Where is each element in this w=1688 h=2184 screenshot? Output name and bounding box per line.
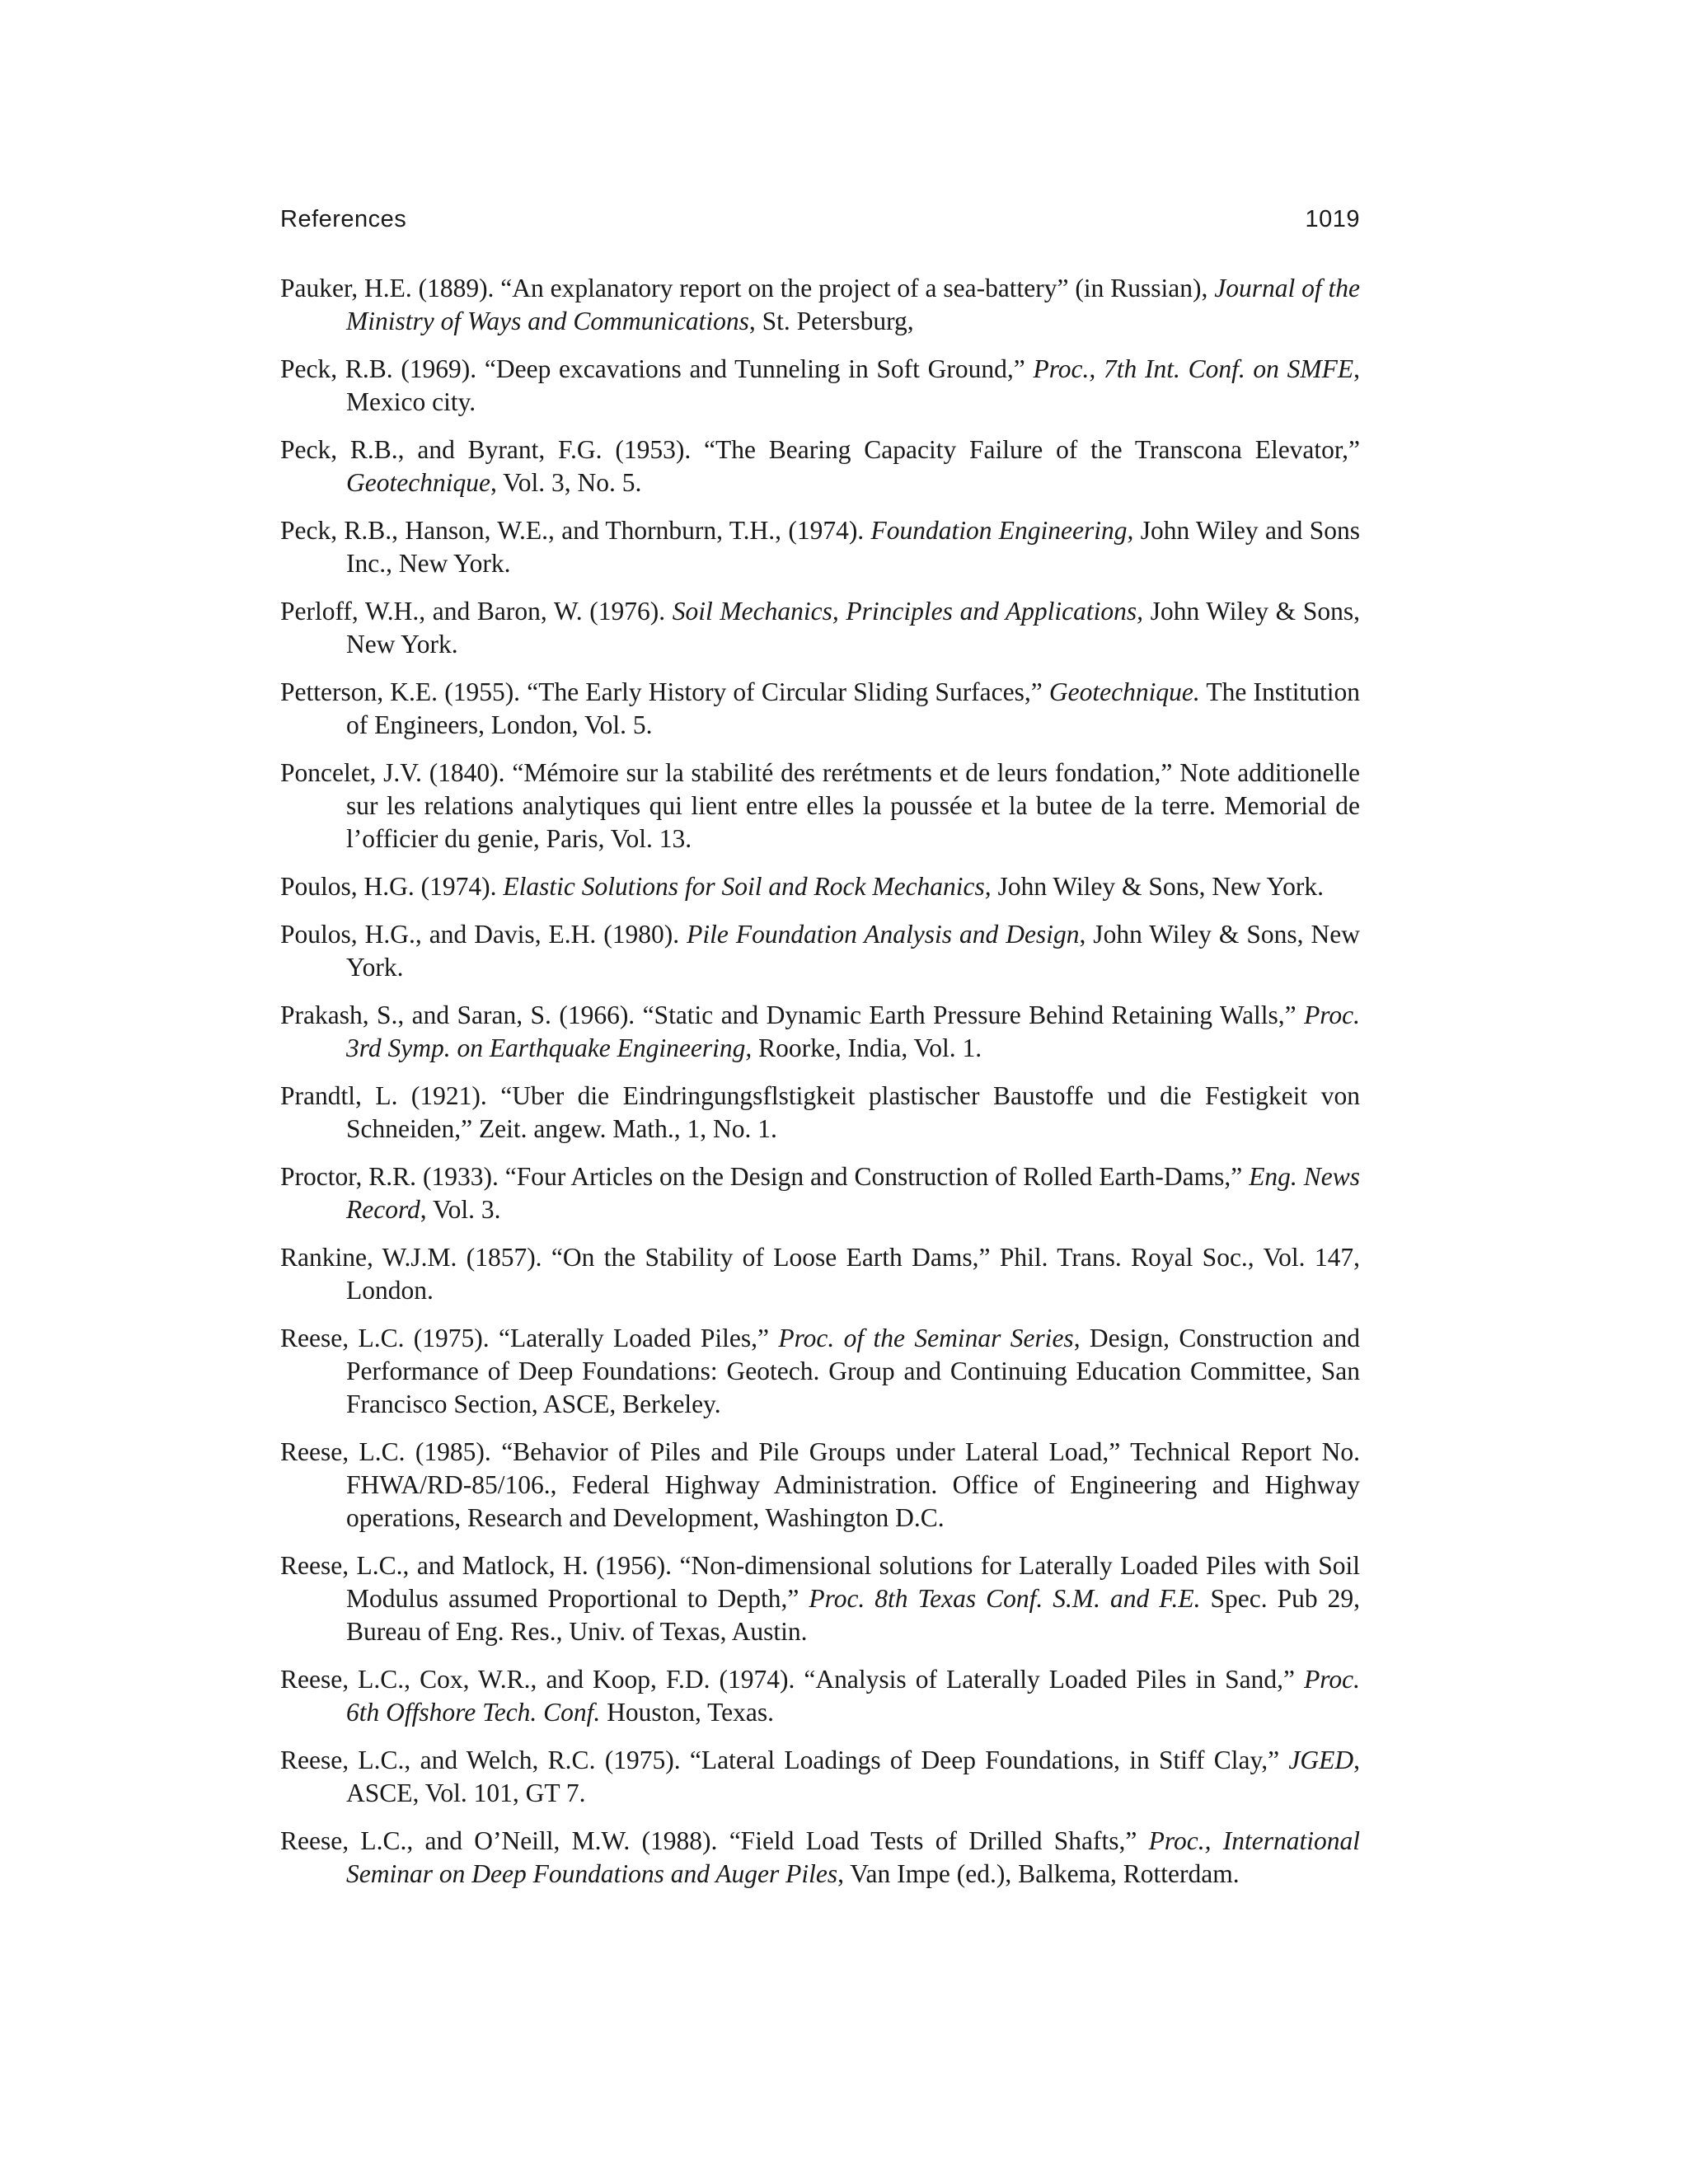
reference-title-italic: Geotechnique [346,468,490,497]
reference-entry [280,595,1360,661]
reference-entry [280,353,1360,419]
reference-entry [280,1663,1360,1729]
reference-title-italic: Proc. 3rd Symp. on Earthquake Engineering, [346,1001,1360,1062]
reference-text: , Vol. 3. [420,1195,501,1224]
reference-entry [280,757,1360,855]
page-number: 1019 [1305,206,1360,232]
section-title: References [280,206,407,232]
reference-text: Reese, L.C. (1975). “Laterally Loaded Piles,” [280,1324,779,1352]
reference-title-italic: Proc. 6th Offshore Tech. Conf. [346,1665,1360,1727]
reference-text: Peck, R.B., Hanson, W.E., and Thornburn, T.H., (1974). [280,516,871,545]
reference-title-italic: Journal of the Ministry of Ways and Communications [346,274,1360,335]
reference-title-italic: JGED [1288,1746,1354,1774]
reference-text: Reese, L.C., and O’Neill, M.W. (1988). “Field Load Tests of Drilled Shafts,” [280,1826,1149,1855]
reference-text: Perloff, W.H., and Baron, W. (1976). [280,597,673,626]
reference-text: Roorke, India, Vol. 1. [752,1033,982,1062]
reference-title-italic: Foundation Engineering, [870,516,1134,545]
reference-entry [280,1825,1360,1891]
reference-text: , Design, Construction and Performance of Deep Foundations: Geotech. Group and Continuing Education Committee, San Francisco Section, ASCE, Berkeley. [346,1324,1360,1418]
reference-text: Reese, L.C., Cox, W.R., and Koop, F.D. (1974). “Analysis of Laterally Loaded Piles in Sand,” [280,1665,1305,1694]
reference-text: , Vol. 3, No. 5. [490,468,642,497]
reference-text: The Institution of Engineers, London, Vol. 5. [346,677,1360,739]
reference-text: Reese, L.C., and Matlock, H. (1956). “Non-dimensional solutions for Laterally Loaded Piles with Soil Modulus assumed Proportional to Depth,” [280,1551,1360,1613]
reference-text: Poncelet, J.V. (1840). “Mémoire sur la stabilité des rerétments et de leurs fondation,” Note additionelle sur les relations analytiques qui lient entre elles la poussée et la butee de la terre. Memorial de l’officier du genie, Paris, Vol. 13. [280,758,1360,853]
reference-title-italic: Proc. of the Seminar Series [778,1324,1074,1352]
reference-entry [280,918,1360,984]
reference-text: Spec. Pub 29, Bureau of Eng. Res., Univ. of Texas, Austin. [346,1584,1361,1646]
reference-entry [280,1322,1360,1421]
reference-text: Petterson, K.E. (1955). “The Early History of Circular Sliding Surfaces,” [280,677,1049,706]
reference-entry [280,1241,1360,1307]
reference-text: Prandtl, L. (1921). “Uber die Eindringungsflstigkeit plastischer Baustoffe und die Festigkeit von Schneiden,” Zeit. angew. Math., 1, No. 1. [280,1081,1360,1143]
reference-text: John Wiley & Sons, New York. [991,872,1325,901]
reference-text: Pauker, H.E. (1889). “An explanatory report on the project of a sea-battery” (in Russian), [280,274,1215,302]
reference-text: , Van Impe (ed.), Balkema, Rotterdam. [837,1859,1240,1888]
reference-text: Reese, L.C. (1985). “Behavior of Piles and Pile Groups under Lateral Load,” Technical Report No. FHWA/RD-85/106., Federal Highway Administration. Office of Engineering and Highway operations, Research and Development, Washington D.C. [280,1437,1360,1532]
reference-entry [280,1080,1360,1146]
reference-title-italic: Eng. News Record [346,1162,1360,1224]
reference-text: , ASCE, Vol. 101, GT 7. [346,1746,1360,1807]
reference-entry [280,870,1360,903]
running-head [280,206,1360,247]
reference-text: John Wiley and Sons Inc., New York. [346,516,1360,578]
reference-entry [280,1160,1360,1226]
reference-text: John Wiley & Sons, New York. [346,597,1360,658]
reference-text: Peck, R.B. (1969). “Deep excavations and Tunneling in Soft Ground,” [280,354,1034,383]
reference-text: , Mexico city. [346,354,1360,416]
reference-title-italic: Proc., International Seminar on Deep Foundations and Auger Piles [346,1826,1360,1888]
reference-entry [280,999,1360,1065]
reference-text: Poulos, H.G., and Davis, E.H. (1980). [280,920,687,949]
reference-text: , St. Petersburg, [748,307,914,335]
reference-text: , John Wiley & Sons, New York. [346,920,1361,982]
reference-entry [280,514,1360,580]
reference-title-italic: Soil Mechanics, Principles and Applications, [672,597,1144,626]
reference-entry [280,1744,1360,1810]
reference-entry [280,1436,1360,1535]
reference-text: Peck, R.B., and Byrant, F.G. (1953). “The Bearing Capacity Failure of the Transcona Elevator,” [280,435,1360,464]
reference-title-italic: Geotechnique. [1048,677,1200,706]
reference-list [280,272,1360,1891]
reference-title-italic: Pile Foundation Analysis and Design [687,920,1080,949]
reference-text: Houston, Texas. [600,1698,775,1727]
reference-title-italic: Elastic Solutions for Soil and Rock Mechanics, [503,872,992,901]
reference-title-italic: Proc. 8th Texas Conf. S.M. and F.E. [809,1584,1201,1613]
reference-text: Reese, L.C., and Welch, R.C. (1975). “Lateral Loadings of Deep Foundations, in Stiff Clay,” [280,1746,1289,1774]
reference-title-italic: Proc., 7th Int. Conf. on SMFE [1033,354,1354,383]
reference-text: Prakash, S., and Saran, S. (1966). “Static and Dynamic Earth Pressure Behind Retaining Walls,” [280,1001,1305,1029]
reference-entry [280,676,1360,742]
reference-text: Proctor, R.R. (1933). “Four Articles on the Design and Construction of Rolled Earth-Dams,” [280,1162,1250,1191]
reference-text: Rankine, W.J.M. (1857). “On the Stability of Loose Earth Dams,” Phil. Trans. Royal Soc., Vol. 147, London. [280,1243,1360,1305]
reference-entry [280,1549,1360,1648]
reference-entry [280,434,1360,499]
reference-text: Poulos, H.G. (1974). [280,872,504,901]
book-page [280,206,1360,1905]
reference-entry [280,272,1360,338]
